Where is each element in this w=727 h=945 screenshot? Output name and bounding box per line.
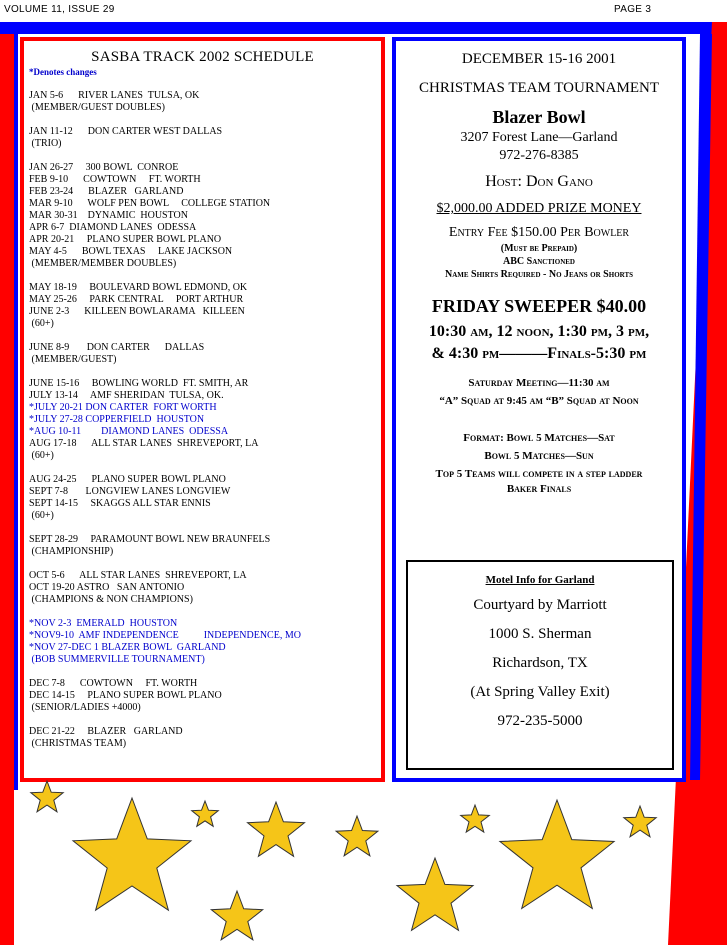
- sweeper-times-line-1: 10:30 am, 12 noon, 1:30 pm, 3 pm,: [428, 323, 650, 340]
- schedule-row: (TRIO): [29, 138, 62, 149]
- schedule-row: OCT 5-6 ALL STAR LANES SHREVEPORT, LA: [29, 570, 247, 581]
- schedule-row: MAR 30-31 DYNAMIC HOUSTON: [29, 210, 188, 221]
- venue-address: 3207 Forest Lane—Garland: [460, 130, 618, 145]
- schedule-row: APR 20-21 PLANO SUPER BOWL PLANO: [29, 234, 222, 245]
- motel-name: Courtyard by Marriott: [473, 597, 607, 613]
- schedule-row: (MEMBER/GUEST DOUBLES): [29, 102, 165, 113]
- sanction-note: ABC Sanctioned: [503, 256, 575, 267]
- motel-city: Richardson, TX: [492, 655, 588, 671]
- star-icon: [192, 801, 219, 826]
- entry-fee: Entry Fee $150.00 Per Bowler: [448, 225, 630, 240]
- schedule-row: JUNE 2-3 KILLEEN BOWLARAMA KILLEEN: [29, 306, 245, 317]
- venue-phone: 972-276-8385: [499, 148, 579, 163]
- schedule-row: SEPT 7-8 LONGVIEW LANES LONGVIEW: [29, 486, 231, 497]
- changes-note: *Denotes changes: [29, 67, 97, 77]
- volume-issue: VOLUME 11, ISSUE 29: [4, 4, 115, 15]
- schedule-row: (BOB SUMMERVILLE TOURNAMENT): [29, 654, 205, 665]
- schedule-row: MAY 18-19 BOULEVARD BOWL EDMOND, OK: [29, 282, 248, 293]
- tournament-name: CHRISTMAS TEAM TOURNAMENT: [418, 80, 660, 96]
- schedule-row: AUG 17-18 ALL STAR LANES SHREVEPORT, LA: [29, 438, 259, 449]
- schedule-row: SEPT 28-29 PARAMOUNT BOWL NEW BRAUNFELS: [29, 534, 271, 545]
- star-icon: [397, 858, 473, 930]
- schedule-row: (60+): [29, 510, 54, 521]
- tournament-date: DECEMBER 15-16 2001: [461, 51, 617, 67]
- motel-title: Motel Info for Garland: [485, 574, 595, 586]
- schedule-row: FEB 9-10 COWTOWN FT. WORTH: [29, 174, 201, 185]
- motel-directions: (At Spring Valley Exit): [470, 684, 610, 700]
- sweeper-title: FRIDAY SWEEPER $40.00: [431, 296, 647, 316]
- schedule-row: (60+): [29, 318, 54, 329]
- schedule-row: (CHAMPIONS & NON CHAMPIONS): [29, 594, 193, 605]
- prepaid-note: (Must be Prepaid): [500, 243, 578, 254]
- schedule-row: MAR 9-10 WOLF PEN BOWL COLLEGE STATION: [29, 198, 271, 209]
- schedule-row: SEPT 14-15 SKAGGS ALL STAR ENNIS: [29, 498, 211, 509]
- schedule-row: MAY 4-5 BOWL TEXAS LAKE JACKSON: [29, 246, 233, 257]
- schedule-row: (CHRISTMAS TEAM): [29, 738, 127, 749]
- page-number: PAGE 3: [614, 4, 652, 15]
- star-icon: [336, 816, 378, 856]
- format-line-3: Top 5 Teams will compete in a step ladder: [435, 468, 643, 480]
- star-icon: [211, 891, 262, 940]
- schedule-row: FEB 23-24 BLAZER GARLAND: [29, 186, 184, 197]
- motel-phone: 972-235-5000: [497, 713, 583, 729]
- host-name: Host: Don Gano: [485, 173, 593, 190]
- squad-times: “A” Squad at 9:45 am “B” Squad at Noon: [439, 395, 639, 407]
- schedule-row: DEC 21-22 BLAZER GARLAND: [29, 726, 183, 737]
- schedule-row: *NOV9-10 AMF INDEPENDENCE INDEPENDENCE, MO: [29, 630, 301, 641]
- star-icon: [248, 802, 305, 856]
- sweeper-times-line-2: & 4:30 pm———Finals-5:30 pm: [431, 345, 647, 362]
- schedule-row: *JULY 27-28 COPPERFIELD HOUSTON: [29, 414, 205, 425]
- venue-name: Blazer Bowl: [492, 107, 586, 127]
- star-icon: [624, 806, 656, 837]
- schedule-row: JAN 5-6 RIVER LANES TULSA, OK: [29, 90, 200, 101]
- format-line-4: Baker Finals: [506, 483, 572, 495]
- schedule-row: (CHAMPIONSHIP): [29, 546, 114, 557]
- schedule-row: APR 6-7 DIAMOND LANES ODESSA: [29, 222, 197, 233]
- star-icon: [31, 781, 63, 812]
- schedule-row: *NOV 27-DEC 1 BLAZER BOWL GARLAND: [29, 642, 226, 653]
- schedule-row: JUNE 8-9 DON CARTER DALLAS: [29, 342, 205, 353]
- meeting-time: Saturday Meeting—11:30 am: [468, 377, 610, 389]
- star-icon: [461, 805, 490, 832]
- schedule-row: AUG 24-25 PLANO SUPER BOWL PLANO: [29, 474, 226, 485]
- schedule-row: *JULY 20-21 DON CARTER FORT WORTH: [29, 402, 217, 413]
- star-icon: [500, 800, 614, 909]
- format-line-2: Bowl 5 Matches—Sun: [484, 450, 594, 462]
- schedule-row: *NOV 2-3 EMERALD HOUSTON: [29, 618, 178, 629]
- motel-street: 1000 S. Sherman: [488, 626, 592, 642]
- schedule-row: JULY 13-14 AMF SHERIDAN TULSA, OK.: [29, 390, 224, 401]
- schedule-title: SASBA TRACK 2002 SCHEDULE: [91, 49, 314, 65]
- schedule-row: (MEMBER/MEMBER DOUBLES): [29, 258, 177, 269]
- schedule-row: *AUG 10-11 DIAMOND LANES ODESSA: [29, 426, 229, 437]
- schedule-row: (SENIOR/LADIES +4000): [29, 702, 141, 713]
- schedule-row: OCT 19-20 ASTRO SAN ANTONIO: [29, 582, 185, 593]
- schedule-row: JUNE 15-16 BOWLING WORLD FT. SMITH, AR: [29, 378, 249, 389]
- schedule-row: DEC 7-8 COWTOWN FT. WORTH: [29, 678, 198, 689]
- schedule-row: (60+): [29, 450, 54, 461]
- schedule-row: MAY 25-26 PARK CENTRAL PORT ARTHUR: [29, 294, 244, 305]
- prize-money: $2,000.00 ADDED PRIZE MONEY: [436, 201, 642, 216]
- schedule-row: DEC 14-15 PLANO SUPER BOWL PLANO: [29, 690, 222, 701]
- schedule-row: JAN 26-27 300 BOWL CONROE: [29, 162, 179, 173]
- schedule-row: JAN 11-12 DON CARTER WEST DALLAS: [29, 126, 223, 137]
- star-icon: [73, 798, 191, 910]
- format-line-1: Format: Bowl 5 Matches—Sat: [463, 432, 615, 444]
- dress-code: Name Shirts Required - No Jeans or Shorts: [444, 269, 634, 280]
- schedule-row: (MEMBER/GUEST): [29, 354, 117, 365]
